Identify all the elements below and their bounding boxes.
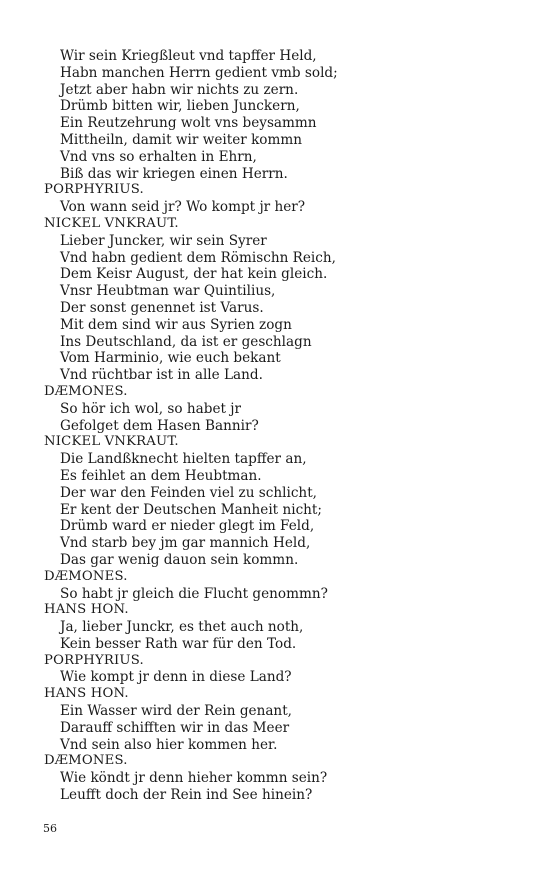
verse-line: Vnd rüchtbar ist in alle Land. — [60, 367, 263, 384]
verse-line: Lieber Juncker, wir sein Syrer — [60, 232, 267, 249]
speaker-name: NICKEL VNKRAUT. — [44, 434, 179, 450]
speaker-name: HANS HON. — [44, 686, 129, 702]
verse-line: Vom Harminio, wie euch bekant — [60, 350, 281, 367]
speaker-name: HANS HON. — [44, 602, 129, 618]
verse-line: Vnd vns so erhalten in Ehrn, — [60, 148, 257, 165]
verse-line: So hör ich wol, so habet jr — [60, 400, 242, 417]
verse-line: Kein besser Rath war für den Tod. — [60, 635, 297, 652]
verse-line: Vnsr Heubtman war Quintilius, — [60, 283, 276, 300]
verse-line: Drümb bitten wir, lieben Junckern, — [60, 98, 300, 115]
verse-line: Ein Wasser wird der Rein genant, — [60, 703, 292, 720]
speaker-name: DÆMONES. — [44, 753, 128, 769]
verse-line: Dem Keisr August, der hat kein gleich. — [60, 266, 328, 283]
speaker-name: DÆMONES. — [44, 568, 128, 584]
play-text — [44, 48, 514, 804]
verse-line: Wir sein Kriegßleut vnd tapffer Held, — [60, 48, 317, 64]
speaker-name: PORPHYRIUS. — [44, 652, 144, 668]
verse-line: Der war den Feinden viel zu schlicht, — [60, 484, 317, 501]
verse-line: Vnd sein also hier kommen her. — [60, 736, 278, 753]
verse-line: Die Landßknecht hielten tapffer an, — [60, 451, 307, 468]
verse-line: Es feihlet an dem Heubtman. — [60, 467, 262, 484]
verse-line: Der sonst genennet ist Varus. — [60, 299, 264, 316]
verse-line: Biß das wir kriegen einen Herrn. — [60, 165, 288, 182]
verse-line: Wie köndt jr denn hieher kommn sein? — [60, 770, 328, 787]
verse-line: Er kent der Deutschen Manheit nicht; — [60, 501, 322, 518]
verse-line: Jetzt aber habn wir nichts zu zern. — [60, 81, 299, 98]
verse-line: Ins Deutschland, da ist er geschlagn — [60, 333, 312, 350]
verse-line: Mit dem sind wir aus Syrien zogn — [60, 316, 292, 333]
speaker-name: PORPHYRIUS. — [44, 182, 144, 198]
verse-line: Habn manchen Herrn gedient vmb sold; — [60, 64, 338, 81]
verse-line: Darauff schifften wir in das Meer — [60, 719, 290, 736]
page-number: 56 — [43, 822, 57, 835]
verse-line: Mittheiln, damit wir weiter kommn — [60, 131, 303, 148]
verse-line: Drümb ward er nieder glegt im Feld, — [60, 518, 315, 535]
verse-line: Wie kompt jr denn in diese Land? — [60, 669, 292, 686]
verse-line: Gefolget dem Hasen Bannir? — [60, 417, 259, 434]
verse-line: Das gar wenig dauon sein kommn. — [60, 551, 299, 568]
verse-line: Ja, lieber Junckr, es thet auch noth, — [60, 619, 304, 636]
verse-line: Ein Reutzehrung wolt vns beysammn — [60, 115, 317, 132]
verse-line: So habt jr gleich die Flucht genommn? — [60, 585, 328, 602]
verse-line: Vnd habn gedient dem Römischn Reich, — [60, 249, 336, 266]
speaker-name: NICKEL VNKRAUT. — [44, 215, 179, 231]
verse-line: Leufft doch der Rein ind See hinein? — [60, 787, 313, 804]
speaker-name: DÆMONES. — [44, 383, 128, 399]
verse-line: Vnd starb bey jm gar mannich Held, — [60, 535, 311, 552]
verse-line: Von wann seid jr? Wo kompt jr her? — [60, 199, 306, 216]
